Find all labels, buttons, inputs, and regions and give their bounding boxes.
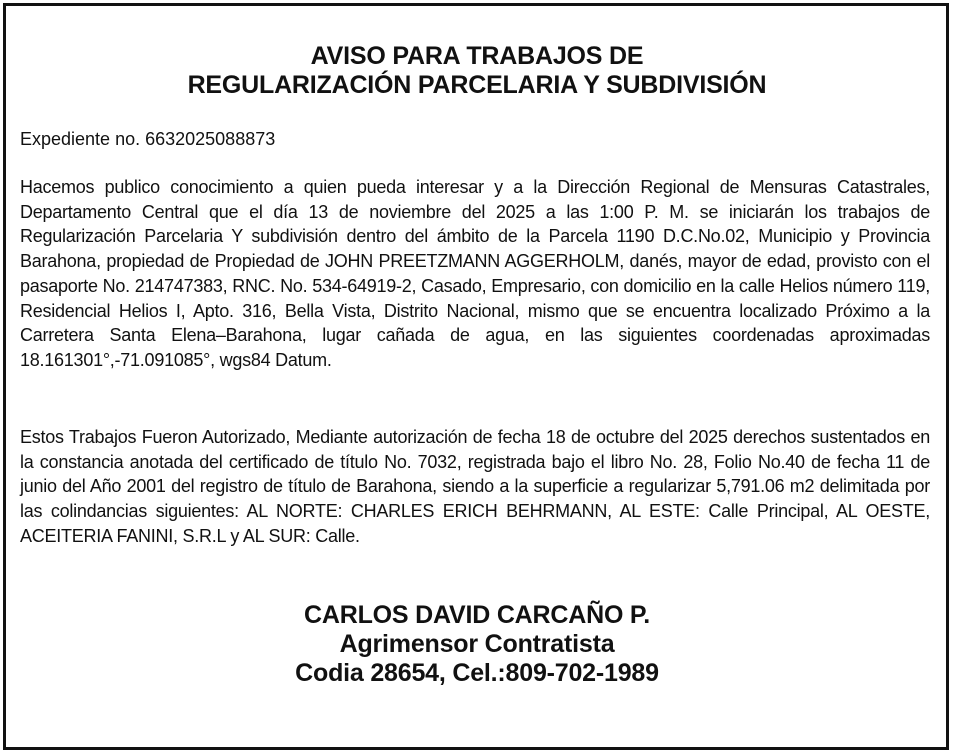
paragraph-notice: Hacemos publico conocimiento a quien pueda interesar y a la Dirección Regional de Mensuras Catastrales, Departamento Central que el día 13 de noviembre del 2025 a las 1:00 P. M. se iniciarán los trabajos de Regularización Parcelaria Y subdivisión dentro del ámbito de la Parcela 1190 D.C.No.02, Municipio y Provincia Barahona, propiedad de Propiedad de JOHN PREETZMANN AGGERHOLM, danés, mayor de edad, provisto con el pasaporte No. 214747383, RNC. No. 534-64919-2, Casado, Empresario, con domicilio en la calle Helios número 119, Residencial Helios I, Apto. 316, Bella Vista, Distrito Nacional, mismo que se encuentra localizado Próximo a la Carretera Santa Elena–Barahona, lugar cañada de agua, en las siguientes coordenadas aproximadas 18.161301°,-71.091085°, wgs84 Datum. xyxy=(20,177,930,370)
paragraph-authorization: Estos Trabajos Fueron Autorizado, Mediante autorización de fecha 18 de octubre del 2025 derechos sustentados en la constancia anotada del certificado de título No. 7032, registrada bajo el libro No. 28, Folio No.40 de fecha 11 de junio del Año 2001 del registro de título de Barahona, siendo a la superficie a regularizar 5,791.06 m2 delimitada por las colindancias siguientes: AL NORTE: CHARLES ERICH BEHRMANN, AL ESTE: Calle Principal, AL OESTE, ACEITERIA FANINI, S.R.L y AL SUR: Calle. xyxy=(20,427,930,546)
expediente-number: Expediente no. 6632025088873 xyxy=(20,129,276,149)
title-line-1: AVISO PARA TRABAJOS DE xyxy=(310,42,644,70)
title-line-2: REGULARIZACIÓN PARCELARIA Y SUBDIVISIÓN xyxy=(187,71,767,99)
signatory-name: CARLOS DAVID CARCAÑO P. xyxy=(304,601,650,629)
signatory-role: Agrimensor Contratista xyxy=(339,630,615,658)
signatory-contact: Codia 28654, Cel.:809-702-1989 xyxy=(295,659,659,687)
